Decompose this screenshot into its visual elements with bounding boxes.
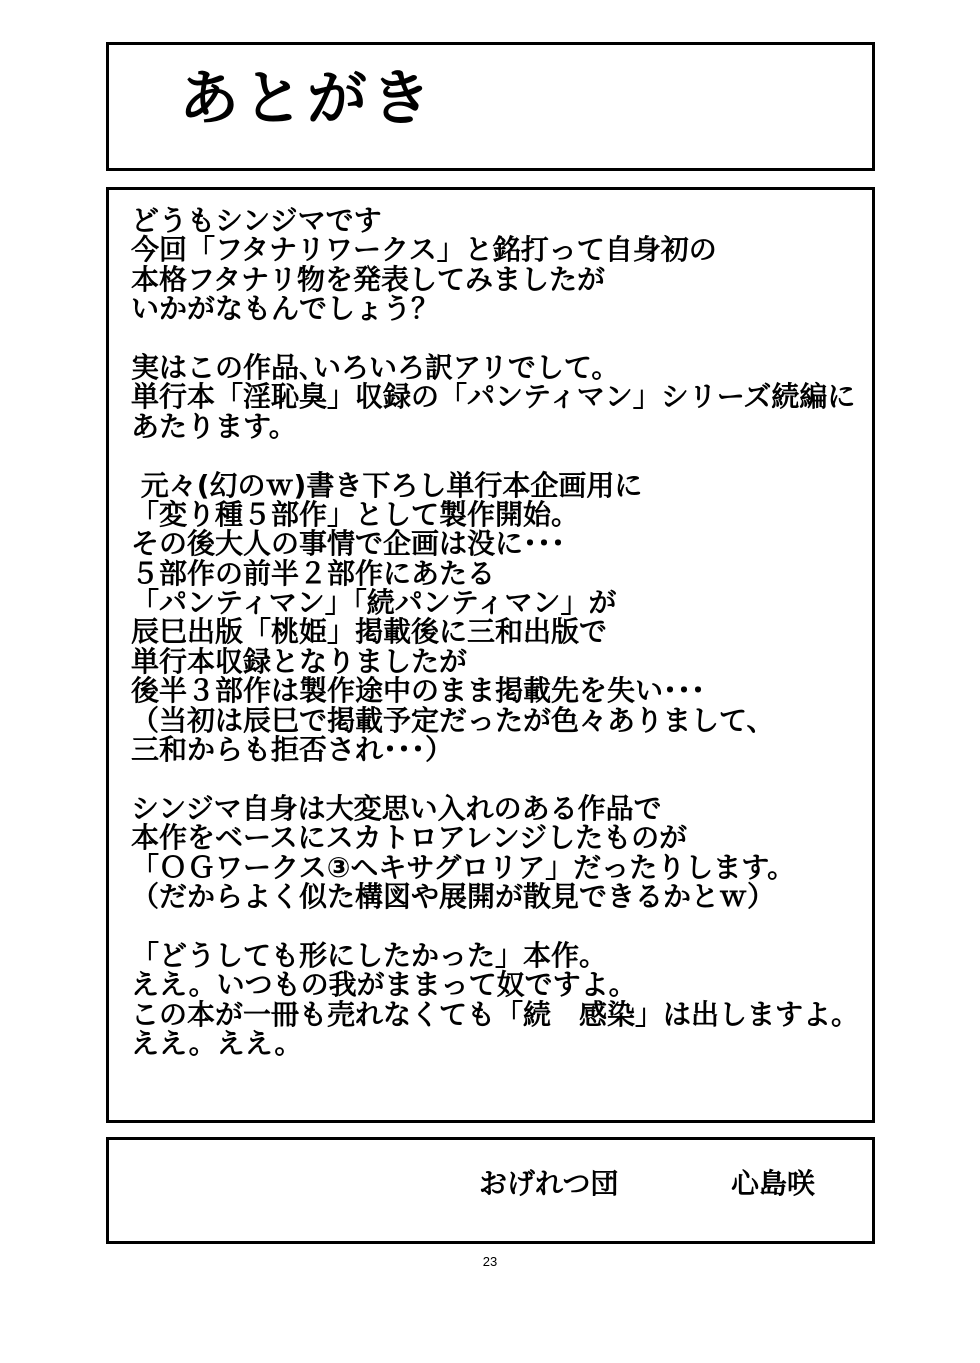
text-line: 実はこの作品､いろいろ訳アリでして。 [131,350,620,384]
afterword-body [106,187,875,1123]
text-line: 三和からも拒否され･･･） [131,733,454,767]
text-line: いかがなもんでしょう？ [131,292,440,326]
text-line: 「ＯＧワークス③ヘキサグロリア」だったりします。 [131,850,796,884]
text-line: どうもシンジマです [131,204,382,237]
paragraph [131,791,859,913]
paragraph-gap [131,764,859,793]
text-line: ５部作の前半２部作にあたる [131,556,496,590]
paragraph [131,350,859,443]
text-line: シンジマ自身は大変思い入れのある作品で [131,791,662,825]
text-line: 単行本「淫恥臭」収録の「パンティマン」シリーズ続編に [131,380,856,414]
text-line: 「パンティマン」「続パンティマン」が [131,586,617,620]
text-line: ええ。いつもの我がままって奴ですよ。 [131,968,637,1002]
page-number: 23 [482,1254,498,1269]
paragraph [131,206,859,324]
text-line: （当初は辰巳で掲載予定だったが色々ありまして、 [131,703,775,737]
circle-name: おげれつ団 [479,1167,619,1200]
title-box [106,42,875,171]
page-title: あとがき [179,64,435,134]
text-line: ええ。ええ。 [131,1026,303,1060]
text-line: 元々(幻のｗ)書き下ろし単行本企画用に [131,468,643,502]
paragraph-gap [131,911,859,940]
text-line: あたります。 [131,409,297,443]
paragraph-gap [131,441,859,470]
paragraph [131,938,860,1060]
text-line: 今回「フタナリワークス」と銘打って自身初の [131,233,717,267]
signature-box [106,1137,875,1244]
text-line: 本格フタナリ物を発表してみましたが [131,262,606,296]
text-line: 本作をベースにスカトロアレンジしたものが [131,821,688,855]
text-line: （だからよく似た構図や展開が散見できるかとｗ） [131,879,776,913]
text-line: 後半３部作は製作途中のまま掲載先を失い･･･ [131,674,706,708]
paragraph [131,468,859,767]
text-line: 「変り種５部作」として製作開始。 [131,497,580,531]
text-line: その後大人の事情で企画は没に･･･ [131,527,566,561]
text-line: 辰巳出版「桃姫」掲載後に三和出版で [131,615,608,649]
text-line: この本が一冊も売れなくても「続 感染」は出しますよ。 [131,997,860,1031]
text-line: 単行本収録となりましたが [131,644,468,678]
paragraph-gap [131,324,859,353]
text-line: 「どうしても形にしたかった」本作。 [131,938,608,972]
afterword-text [131,206,859,1058]
author-name: 心島咲 [731,1167,816,1200]
